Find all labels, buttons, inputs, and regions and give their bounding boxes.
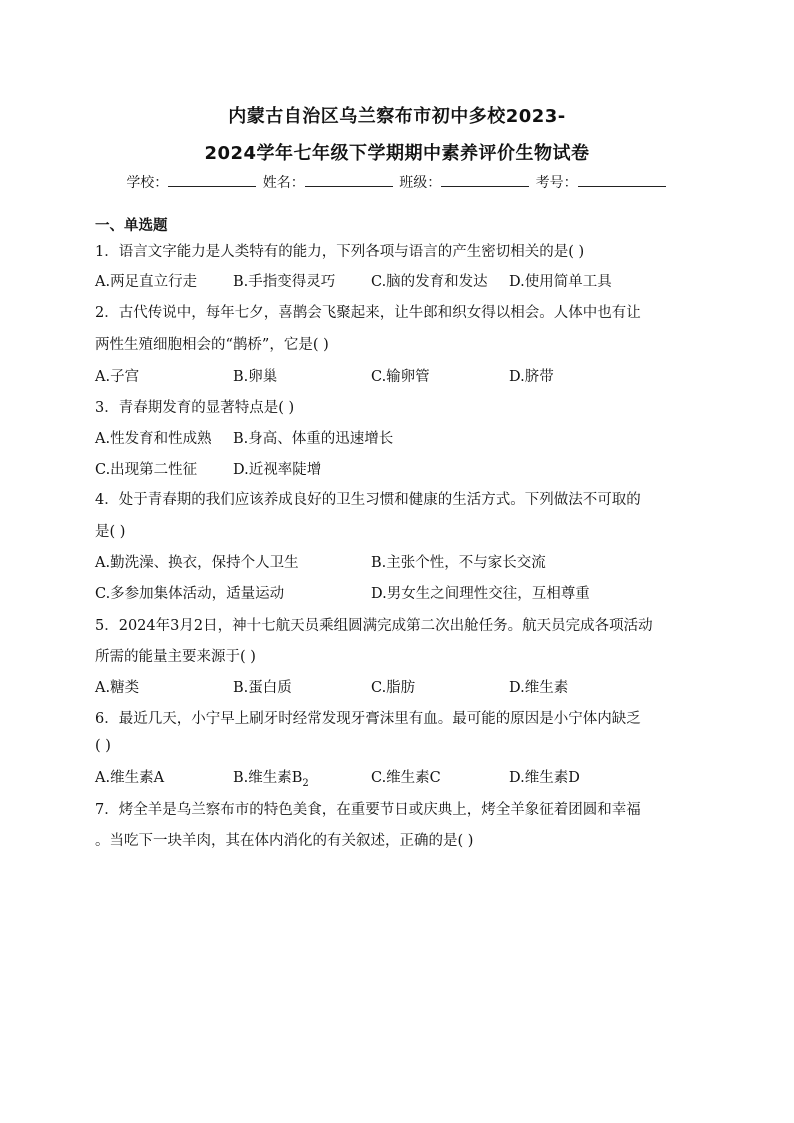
student-info-row — [0, 172, 794, 192]
question-7-text-line-2: 。当吃下一块羊肉，其在体内消化的有关叙述，正确的是( ) — [95, 833, 474, 849]
q3-option-d[interactable]: D.近视率陡增 — [233, 462, 322, 478]
school-field[interactable] — [168, 174, 256, 187]
q2-option-b[interactable]: B.卵巢 — [233, 369, 278, 385]
q5-option-b[interactable]: B.蛋白质 — [233, 680, 292, 696]
q3-option-a[interactable]: A.性发育和性成熟 — [95, 431, 212, 447]
q2-option-a[interactable]: A.子宫 — [95, 369, 140, 385]
question-6-text-line-2: ( ) — [95, 738, 111, 754]
question-3-text: 3．青春期发育的显著特点是( ) — [95, 400, 295, 416]
question-2-text-line-1: 2．古代传说中，每年七夕，喜鹊会飞聚起来，让牛郎和织女得以相会。人体中也有让 — [95, 305, 641, 321]
question-6-text-line-1: 6．最近几天，小宁早上刷牙时经常发现牙膏沫里有血。最可能的原因是小宁体内缺乏 — [95, 711, 641, 727]
name-label: 姓名： — [262, 175, 305, 191]
exam-title-line-1: 内蒙古自治区乌兰察布市初中多校2023- — [228, 106, 566, 127]
q2-option-d[interactable]: D.脐带 — [509, 369, 554, 385]
question-2-text-line-2: 两性生殖细胞相会的“鹊桥”，它是( ) — [95, 337, 329, 353]
question-4-text-line-1: 4．处于青春期的我们应该养成良好的卫生习惯和健康的生活方式。下列做法不可取的 — [95, 492, 641, 508]
name-field[interactable] — [305, 174, 393, 187]
q1-option-c[interactable]: C.脑的发育和发达 — [371, 274, 488, 290]
question-7-text-line-1: 7．烤全羊是乌兰察布市的特色美食，在重要节日或庆典上，烤全羊象征着团圆和幸福 — [95, 802, 641, 818]
q4-option-d[interactable]: D.男女生之间理性交往，互相尊重 — [371, 586, 590, 602]
q3-option-c[interactable]: C.出现第二性征 — [95, 462, 198, 478]
q3-option-b[interactable]: B.身高、体重的迅速增长 — [233, 431, 394, 447]
q2-option-c[interactable]: C.输卵管 — [371, 369, 430, 385]
exam-number-label: 考号： — [535, 175, 578, 191]
q6-option-d[interactable]: D.维生素D — [509, 770, 580, 786]
q4-option-c[interactable]: C.多参加集体活动，适量运动 — [95, 586, 285, 602]
section-heading: 一、单选题 — [95, 218, 168, 234]
question-5-text-line-2: 所需的能量主要来源于( ) — [95, 649, 256, 665]
q6-option-a[interactable]: A.维生素A — [95, 770, 165, 786]
q5-option-d[interactable]: D.维生素 — [509, 680, 569, 696]
question-5-text-line-1: 5．2024年3月2日，神十七航天员乘组圆满完成第二次出舱任务。航天员完成各项活动 — [95, 618, 653, 634]
q6-option-c[interactable]: C.维生素C — [371, 770, 441, 786]
question-1-text: 1．语言文字能力是人类特有的能力，下列各项与语言的产生密切相关的是( ) — [95, 244, 585, 260]
q1-option-b[interactable]: B.手指变得灵巧 — [233, 274, 336, 290]
class-label: 班级： — [399, 175, 442, 191]
question-4-text-line-2: 是( ) — [95, 524, 126, 540]
q6-option-b[interactable] — [233, 766, 309, 789]
q6-option-b-subscript: 2 — [302, 777, 309, 789]
exam-title-line-2: 2024学年七年级下学期期中素养评价生物试卷 — [204, 143, 590, 164]
q4-option-a[interactable]: A.勤洗澡、换衣，保持个人卫生 — [95, 555, 299, 571]
q1-option-a[interactable]: A.两足直立行走 — [95, 274, 198, 290]
q1-option-d[interactable]: D.使用简单工具 — [509, 274, 612, 290]
q6-option-b-text: B.维生素B — [233, 770, 303, 786]
exam-number-field[interactable] — [578, 174, 666, 187]
q5-option-a[interactable]: A.糖类 — [95, 680, 140, 696]
q4-option-b[interactable]: B.主张个性，不与家长交流 — [371, 555, 546, 571]
class-field[interactable] — [441, 174, 529, 187]
school-label: 学校： — [126, 175, 169, 191]
q5-option-c[interactable]: C.脂肪 — [371, 680, 416, 696]
